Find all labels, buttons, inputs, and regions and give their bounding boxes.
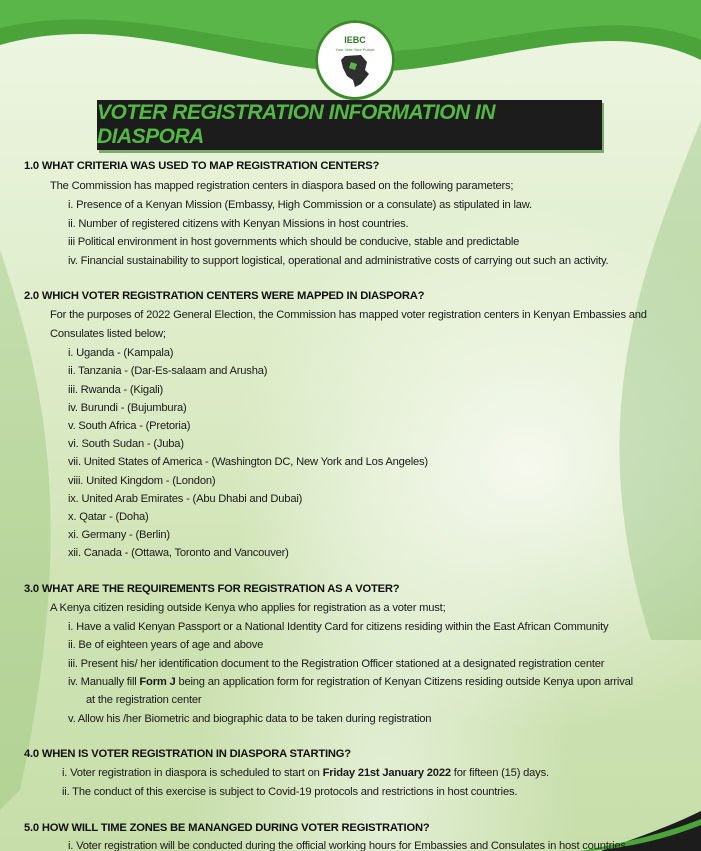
center-list-item: vii. United States of America - (Washington DC, New York and Los Angeles) — [68, 456, 428, 468]
start-date-item — [62, 767, 549, 779]
section-4-heading: 4.0 WHEN IS VOTER REGISTRATION IN DIASPORA STARTING? — [24, 748, 351, 760]
kenya-map-icon — [339, 54, 371, 88]
center-list-item: viii. United Kingdom - (London) — [68, 475, 216, 487]
center-list-item: xi. Germany - (Berlin) — [68, 529, 170, 541]
start-date-suffix: for fifteen (15) days. — [450, 767, 549, 779]
section-1-item: i. Presence of a Kenyan Mission (Embassy, High Commission or a consulate) as stipulated in law. — [68, 199, 532, 211]
center-list-item: ix. United Arab Emirates - (Abu Dhabi and Dubai) — [68, 493, 303, 505]
iebc-logo — [315, 20, 395, 100]
section-1-intro: The Commission has mapped registration centers in diaspora based on the following parameters; — [50, 180, 514, 192]
form-j-suffix: being an application form for registration of Kenyan Citizens residing outside Kenya upon arrival — [175, 676, 633, 688]
requirement-item: ii. Be of eighteen years of age and above — [68, 639, 264, 651]
section-1-heading: 1.0 WHAT CRITERIA WAS USED TO MAP REGISTRATION CENTERS? — [24, 160, 380, 172]
center-list-item: i. Uganda - (Kampala) — [68, 347, 174, 359]
section-1-item: iii Political environment in host governments which should be conducive, stable and predictable — [68, 236, 520, 248]
section-2-intro-line: For the purposes of 2022 General Election, the Commission has mapped voter registration centers in Kenyan Embassies and — [50, 309, 647, 321]
section-2-heading: 2.0 WHICH VOTER REGISTRATION CENTERS WERE MAPPED IN DIASPORA? — [24, 290, 425, 302]
page-title: VOTER REGISTRATION INFORMATION IN DIASPORA — [97, 101, 496, 148]
covid-item: ii. The conduct of this exercise is subject to Covid-19 protocols and restrictions in host countries. — [62, 786, 518, 798]
center-list-item: ii. Tanzania - (Dar-Es-salaam and Arusha) — [68, 365, 268, 377]
center-list-item: x. Qatar - (Doha) — [68, 511, 149, 523]
time-zone-item: i. Voter registration will be conducted during the official working hours for Embassies and Consulates in host countries — [68, 840, 626, 851]
center-list-item: xii. Canada - (Ottawa, Toronto and Vancouver) — [68, 547, 289, 559]
section-5-heading: 5.0 HOW WILL TIME ZONES BE MANANGED DURING VOTER REGISTRATION? — [24, 822, 430, 834]
center-list-item: iv. Burundi - (Bujumbura) — [68, 402, 187, 414]
center-list-item: v. South Africa - (Pretoria) — [68, 420, 191, 432]
start-date-prefix: i. Voter registration in diaspora is scheduled to start on — [62, 767, 323, 779]
requirement-item: v. Allow his /her Biometric and biographic data to be taken during registration — [68, 713, 432, 725]
form-j-prefix: iv. Manually fill — [68, 676, 140, 688]
form-j-label: Form J — [139, 676, 176, 688]
start-date-value: Friday 21st January 2022 — [322, 767, 451, 779]
requirement-item: iii. Present his/ her identification document to the Registration Officer stationed at a designated registration center — [68, 658, 605, 670]
requirement-item-continued: at the registration center — [86, 694, 202, 706]
section-3-intro: A Kenya citizen residing outside Kenya who applies for registration as a voter must; — [50, 602, 446, 614]
right-swoosh-decoration — [521, 120, 701, 640]
section-1-item: ii. Number of registered citizens with Kenyan Missions in host countries. — [68, 218, 409, 230]
requirement-item-form-j — [68, 676, 633, 688]
center-list-item: vi. South Sudan - (Juba) — [68, 438, 184, 450]
section-3-heading: 3.0 WHAT ARE THE REQUIREMENTS FOR REGISTRATION AS A VOTER? — [24, 583, 400, 595]
logo-text: IEBC — [344, 35, 366, 45]
title-banner — [97, 100, 602, 150]
section-2-intro-line: Consulates listed below; — [50, 328, 166, 340]
section-1-item: iv. Financial sustainability to support logistical, operational and administrative costs of carrying out such an activity. — [68, 255, 609, 267]
requirement-item: i. Have a valid Kenyan Passport or a National Identity Card for citizens residing within the East African Community — [68, 621, 609, 633]
logo-tagline: Your Vote Your Future — [335, 47, 375, 52]
center-list-item: iii. Rwanda - (Kigali) — [68, 384, 164, 396]
